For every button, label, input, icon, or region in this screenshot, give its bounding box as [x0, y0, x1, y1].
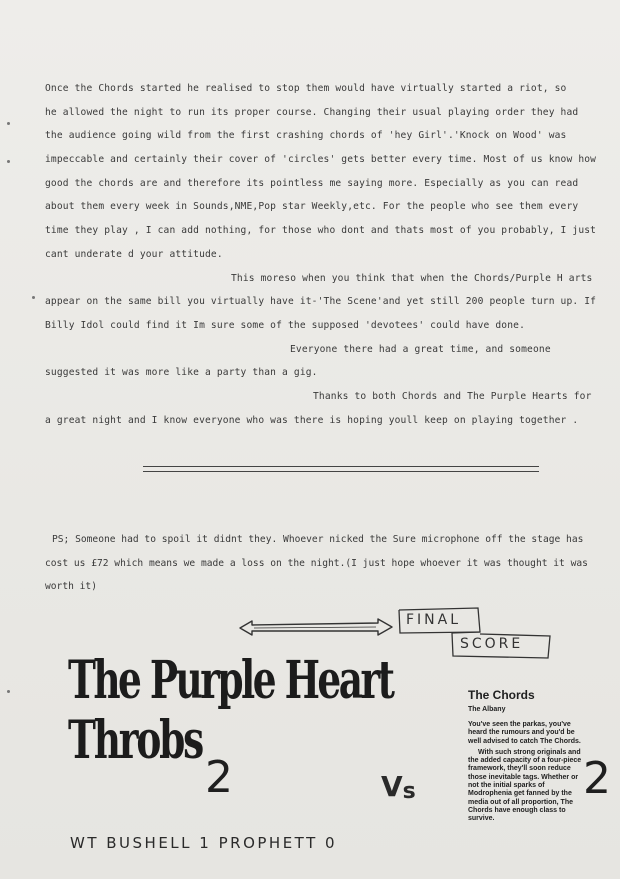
article-line: cant underate d your attitude.: [45, 248, 223, 260]
article-line: good the chords are and therefore its pointless me saying more. Especially as you can read: [45, 177, 579, 189]
hole-punch-mark: [7, 160, 10, 163]
review-title: The Chords: [468, 688, 535, 702]
review-paragraph-2: With such strong originals and the added capacity of a four-piece framework, they'll soon reduce those inevitable tags. Whether or not the initial sparks of Modrophenia get fanned by the media out of all proportion, The Chords have enough class to survive.: [468, 748, 582, 823]
versus-s: s: [402, 779, 416, 804]
headline-line-2: Throbs: [68, 710, 203, 771]
article-line: a great night and I know everyone who was there is hoping youll keep on playing together .: [45, 414, 579, 426]
article-line: time they play , I can add nothing, for those who dont and thats most of you probably, I just: [45, 225, 597, 237]
score-left: 2: [205, 752, 233, 803]
postscript: [45, 528, 610, 599]
article-line: impeccable and certainly their cover of 'circles' gets better every time. Most of us know how: [45, 154, 597, 166]
article-line: Thanks to both Chords and The Purple Hearts for: [313, 390, 592, 402]
review-venue: The Albany: [468, 706, 506, 713]
review-paragraph-1: You've seen the parkas, you've heard the rumours and you'd be well advised to catch The Chords.: [468, 721, 581, 745]
headline: [68, 650, 393, 771]
final-label: FINAL: [406, 612, 462, 628]
hole-punch-mark: [32, 296, 35, 299]
final-score-stamp: [396, 606, 552, 660]
article-line: he allowed the night to run its proper course. Changing their usual playing order they had: [45, 106, 579, 118]
article-line: This moreso when you think that when the Chords/Purple H arts: [231, 272, 593, 284]
double-rule-top: [143, 466, 539, 467]
double-rule-bottom: [143, 471, 539, 472]
article-line: Once the Chords started he realised to stop them would have virtually started a riot, so: [45, 83, 567, 94]
score-right: 2: [583, 753, 611, 804]
article-line: about them every week in Sounds,NME,Pop star Weekly,etc. For the people who see them every: [45, 201, 579, 213]
headline-line-1: The Purple Heart: [68, 650, 393, 711]
article-line: Billy Idol could find it Im sure some of the supposed 'devotees' could have done.: [45, 319, 525, 331]
score-label: SCORE: [460, 636, 524, 652]
hand-drawn-arrow-icon: [238, 616, 394, 640]
chords-review-clipping: [468, 688, 586, 824]
scorers-line: WT BUSHELL 1 PROPHETT 0: [70, 834, 338, 852]
postscript-line: worth it): [45, 581, 97, 593]
hole-punch-mark: [7, 690, 10, 693]
article-line: appear on the same bill you virtually have it-'The Scene'and yet still 200 people turn up. If: [45, 296, 597, 308]
article-line: the audience going wild from the first crashing chords of 'hey Girl'.'Knock on Wood' was: [45, 130, 567, 142]
postscript-line: PS; Someone had to spoil it didnt they. Whoever nicked the Sure microphone off the stage has: [52, 534, 584, 545]
versus-v: V: [381, 770, 403, 803]
article-body: [45, 77, 610, 432]
versus-label: [381, 770, 416, 804]
postscript-line: cost us £72 which means we made a loss on the night.(I just hope whoever it was thought it was: [45, 557, 588, 569]
hole-punch-mark: [7, 122, 10, 125]
article-line: Everyone there had a great time, and someone: [290, 343, 551, 355]
article-line: suggested it was more like a party than a gig.: [45, 367, 318, 379]
